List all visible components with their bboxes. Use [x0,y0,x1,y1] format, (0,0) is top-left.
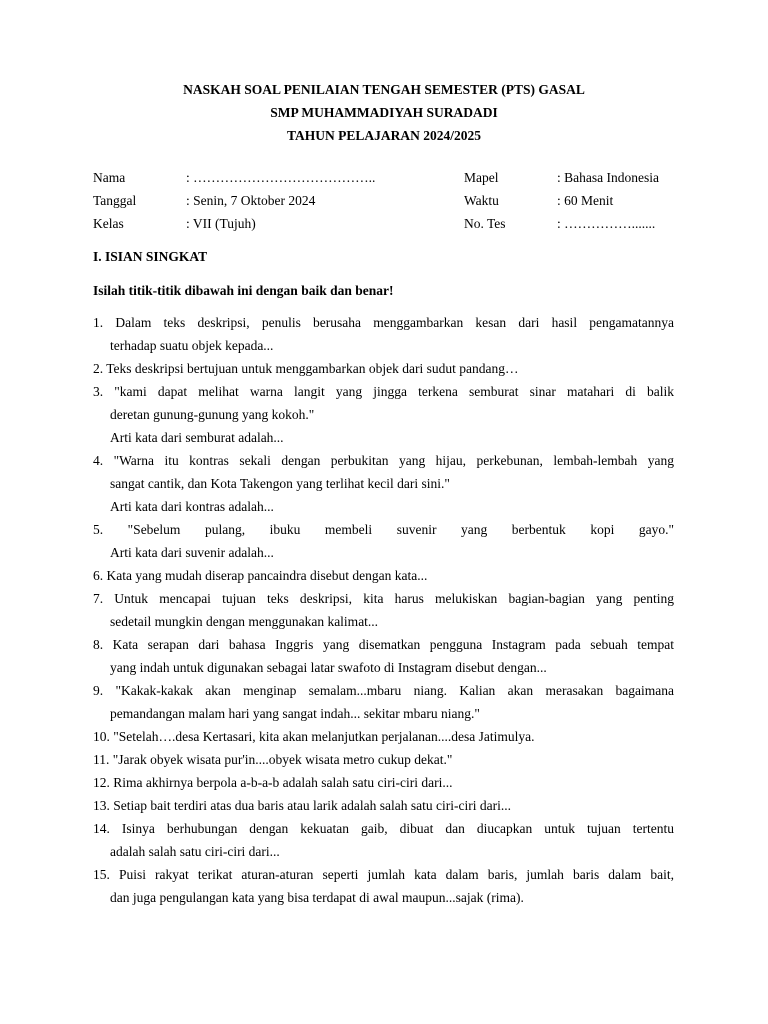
question-text: 7. Untuk mencapai tujuan teks deskripsi, kita harus melukiskan bagian-bagian yang penting [93,591,674,606]
question-item [93,311,674,357]
question-text: 1. Dalam teks deskripsi, penulis berusaha menggambarkan kesan dari hasil pengamatannya [93,315,674,330]
question-text-continued: sangat cantik, dan Kota Takengon yang terlihat kecil dari sini." [110,476,450,491]
kelas-label: Kelas [93,216,124,231]
title-line-3: TAHUN PELAJARAN 2024/2025 [286,128,481,143]
question-text-continued: sedetail mungkin dengan menggunakan kalimat... [110,614,379,629]
question-item [93,679,674,725]
instruction-text: Isilah titik-titik dibawah ini dengan baik dan benar! [93,283,394,298]
tanggal-label: Tanggal [93,193,137,208]
question-text: 11. "Jarak obyek wisata pur'in....obyek wisata metro cukup dekat." [93,752,453,767]
question-text: 12. Rima akhirnya berpola a-b-a-b adalah salah satu ciri-ciri dari... [93,775,453,790]
question-item [93,817,674,863]
question-text: 14. Isinya berhubungan dengan kekuatan gaib, dibuat dan diucapkan untuk tujuan tertentu [93,821,674,836]
question-text: 3. "kami dapat melihat warna langit yang jingga terkena semburat sinar matahari di balik [93,384,674,399]
question-item [93,518,674,564]
question-item [93,794,674,817]
question-text-continued: pemandangan malam hari yang sangat indah... sekitar mbaru niang." [110,706,480,721]
waktu-value: : 60 Menit [557,193,614,208]
question-item [93,380,674,449]
question-text: 6. Kata yang mudah diserap pancaindra disebut dengan kata... [93,568,428,583]
mapel-label: Mapel [464,170,499,185]
question-text-continued: dan juga pengulangan kata yang bisa terdapat di awal maupun...sajak (rima). [110,890,524,905]
identity-block [93,166,683,235]
nama-label: Nama [93,170,126,185]
question-text-continued: terhadap suatu objek kepada... [110,338,274,353]
question-text: 8. Kata serapan dari bahasa Inggris yang disematkan pengguna Instagram pada sebuah tempat [93,637,674,652]
section-title: I. ISIAN SINGKAT [93,249,208,264]
question-text-continued: deretan gunung-gunung yang kokoh." [110,407,315,422]
question-item [93,587,674,633]
question-text: 2. Teks deskripsi bertujuan untuk menggambarkan objek dari sudut pandang… [93,361,519,376]
no-tes-label: No. Tes [464,216,506,231]
info-row-kelas [93,212,683,235]
tanggal-value: : Senin, 7 Oktober 2024 [186,193,316,208]
question-text: 9. "Kakak-kakak akan menginap semalam...mbaru niang. Kalian akan merasakan bagaimana [93,683,674,698]
question-text-continued: Arti kata dari semburat adalah... [110,430,284,445]
question-text-continued: Arti kata dari suvenir adalah... [110,545,274,560]
question-item [93,863,674,909]
title-line-2: SMP MUHAMMADIYAH SURADADI [270,105,498,120]
question-item [93,771,674,794]
question-text-continued: adalah salah satu ciri-ciri dari... [110,844,280,859]
question-text: 10. "Setelah….desa Kertasari, kita akan melanjutkan perjalanan....desa Jatimulya. [93,729,535,744]
question-text: 4. "Warna itu kontras sekali dengan perbukitan yang hijau, perkebunan, lembah-lembah yang [93,453,674,468]
question-text: 15. Puisi rakyat terikat aturan-aturan seperti jumlah kata dalam baris, jumlah baris dalam bait, [93,867,674,882]
question-text-continued: Arti kata dari kontras adalah... [110,499,274,514]
document-header [0,78,768,147]
question-item [93,748,674,771]
question-text: 5. "Sebelum pulang, ibuku membeli suvenir yang berbentuk kopi gayo." [93,522,674,537]
waktu-label: Waktu [464,193,499,208]
question-list [93,311,674,909]
question-text: 13. Setiap bait terdiri atas dua baris atau larik adalah salah satu ciri-ciri dari... [93,798,511,813]
question-text-continued: yang indah untuk digunakan sebagai latar swafoto di Instagram disebut dengan... [110,660,547,675]
title-line-1: NASKAH SOAL PENILAIAN TENGAH SEMESTER (PTS) GASAL [183,82,585,97]
info-row-nama [93,166,683,189]
nama-value: : ………………………………….. [186,170,376,185]
question-item [93,633,674,679]
question-item [93,564,674,587]
no-tes-value: : ……………....... [557,216,656,231]
question-item [93,357,674,380]
question-item [93,725,674,748]
question-item [93,449,674,518]
info-row-tanggal [93,189,683,212]
mapel-value: : Bahasa Indonesia [557,170,659,185]
kelas-value: : VII (Tujuh) [186,216,256,231]
